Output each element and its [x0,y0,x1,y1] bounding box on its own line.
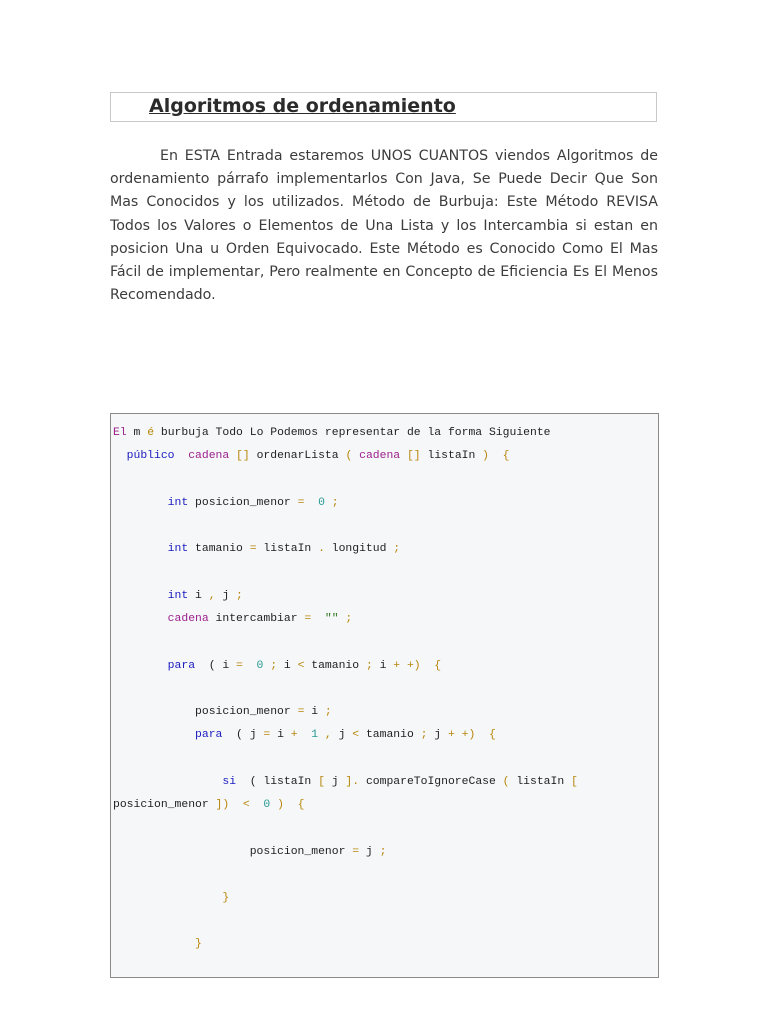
code-token: para [113,660,196,672]
code-token: ; [386,543,401,555]
code-token: m [126,427,148,439]
code-line [113,612,352,626]
code-token: ) { [475,450,510,462]
code-token: = [229,660,243,672]
code-token: compareToIgnoreCase [359,776,496,788]
code-line [113,937,202,951]
code-token: 1 [297,729,319,741]
code-line [113,775,578,789]
title-box [110,92,657,122]
code-token: cadena [174,450,230,462]
code-token: 0 [304,497,325,509]
code-token: ( [495,776,510,788]
code-token: = [297,613,312,625]
code-token: cadena [352,450,401,462]
page-title: Algoritmos de ordenamiento [149,95,456,117]
code-token: int [113,497,189,509]
code-token: i [270,729,284,741]
code-line [113,845,386,859]
code-token: [] [229,450,250,462]
code-line [113,659,441,673]
code-token: = [242,543,257,555]
code-token: público [113,450,175,462]
code-token: ; [229,590,243,602]
code-token: ; [318,706,332,718]
code-token: . [311,543,325,555]
code-token: posicion_menor [113,799,209,811]
code-token: = [256,729,271,741]
code-token: 0 [249,799,271,811]
code-token: i [304,706,319,718]
code-token: ; [263,660,278,672]
code-token: < [229,799,250,811]
code-line [113,449,510,463]
code-token: + +) { [441,729,496,741]
code-line [113,496,339,510]
code-token: ( [338,450,353,462]
code-line [113,542,400,556]
code-token: ; [413,729,428,741]
code-token: j [324,776,339,788]
code-token: posicion_menor [113,706,291,718]
code-token: posicion_menor [188,497,291,509]
code-token: ; [372,846,387,858]
code-token: [ [564,776,578,788]
code-token: } [113,892,230,904]
code-token: int [113,590,189,602]
code-token: i [372,660,387,672]
code-token: ( listaIn [236,776,312,788]
code-token: int [113,543,189,555]
code-token: cadena [113,613,209,625]
code-token: j [427,729,442,741]
code-token: ( i [195,660,230,672]
code-token: ; [338,613,353,625]
code-token: ) { [270,799,305,811]
code-token: listaIn [509,776,565,788]
code-token: + [283,729,298,741]
code-token: } [113,938,202,950]
code-token: ; [324,497,339,509]
code-line [113,589,243,603]
code-token: El [113,427,127,439]
code-token: ; [359,660,373,672]
code-block [110,413,659,978]
code-token: j [359,846,373,858]
code-token: [ [311,776,325,788]
code-token: burbuja Todo Lo Podemos representar de la forma Siguiente [154,427,551,439]
code-token: longitud [324,543,387,555]
code-token: + +) { [386,660,442,672]
code-token: = [290,497,305,509]
code-token: tamanio [188,543,243,555]
code-token: "" [311,613,339,625]
code-token: [] [400,450,421,462]
code-token: j [215,590,230,602]
code-token: j [331,729,346,741]
code-token: posicion_menor [113,846,346,858]
code-token: é [147,427,155,439]
code-token: listaIn [420,450,476,462]
code-token: , [318,729,332,741]
code-token: = [290,706,305,718]
code-token: ordenarLista [249,450,339,462]
code-token: i [188,590,202,602]
code-token: ]. [338,776,360,788]
code-token: listaIn [256,543,312,555]
code-token: para [113,729,223,741]
code-token: i [277,660,291,672]
code-line [113,728,496,742]
intro-paragraph: En ESTA Entrada estaremos UNOS CUANTOS viendos Algoritmos de ordenamiento párrafo implementarlos Con Java, Se Puede Decir Que Son Mas Conocidos y los utilizados. Método de Burbuja: Este Método REVISA Todos los Valores o Elementos de Una Lista y los Intercambia si estan en posicion Una u Orden Equivocado. Este Método es Conocido Como El Mas Fácil de implementar, Pero realmente en Concepto de Eficiencia Es El Menos Recomendado. [110,148,658,304]
code-line [113,891,229,905]
code-token: si [113,776,237,788]
code-token: intercambiar [208,613,298,625]
code-token: = [345,846,360,858]
code-token: < [290,660,305,672]
code-token: , [201,590,216,602]
code-token: 0 [242,660,264,672]
code-line [113,426,551,440]
code-token: tamanio [304,660,360,672]
code-token: tamanio [359,729,414,741]
code-token: ( j [222,729,257,741]
code-line [113,705,332,719]
code-token: ]) [208,799,230,811]
code-token: < [345,729,360,741]
code-line [113,798,304,812]
